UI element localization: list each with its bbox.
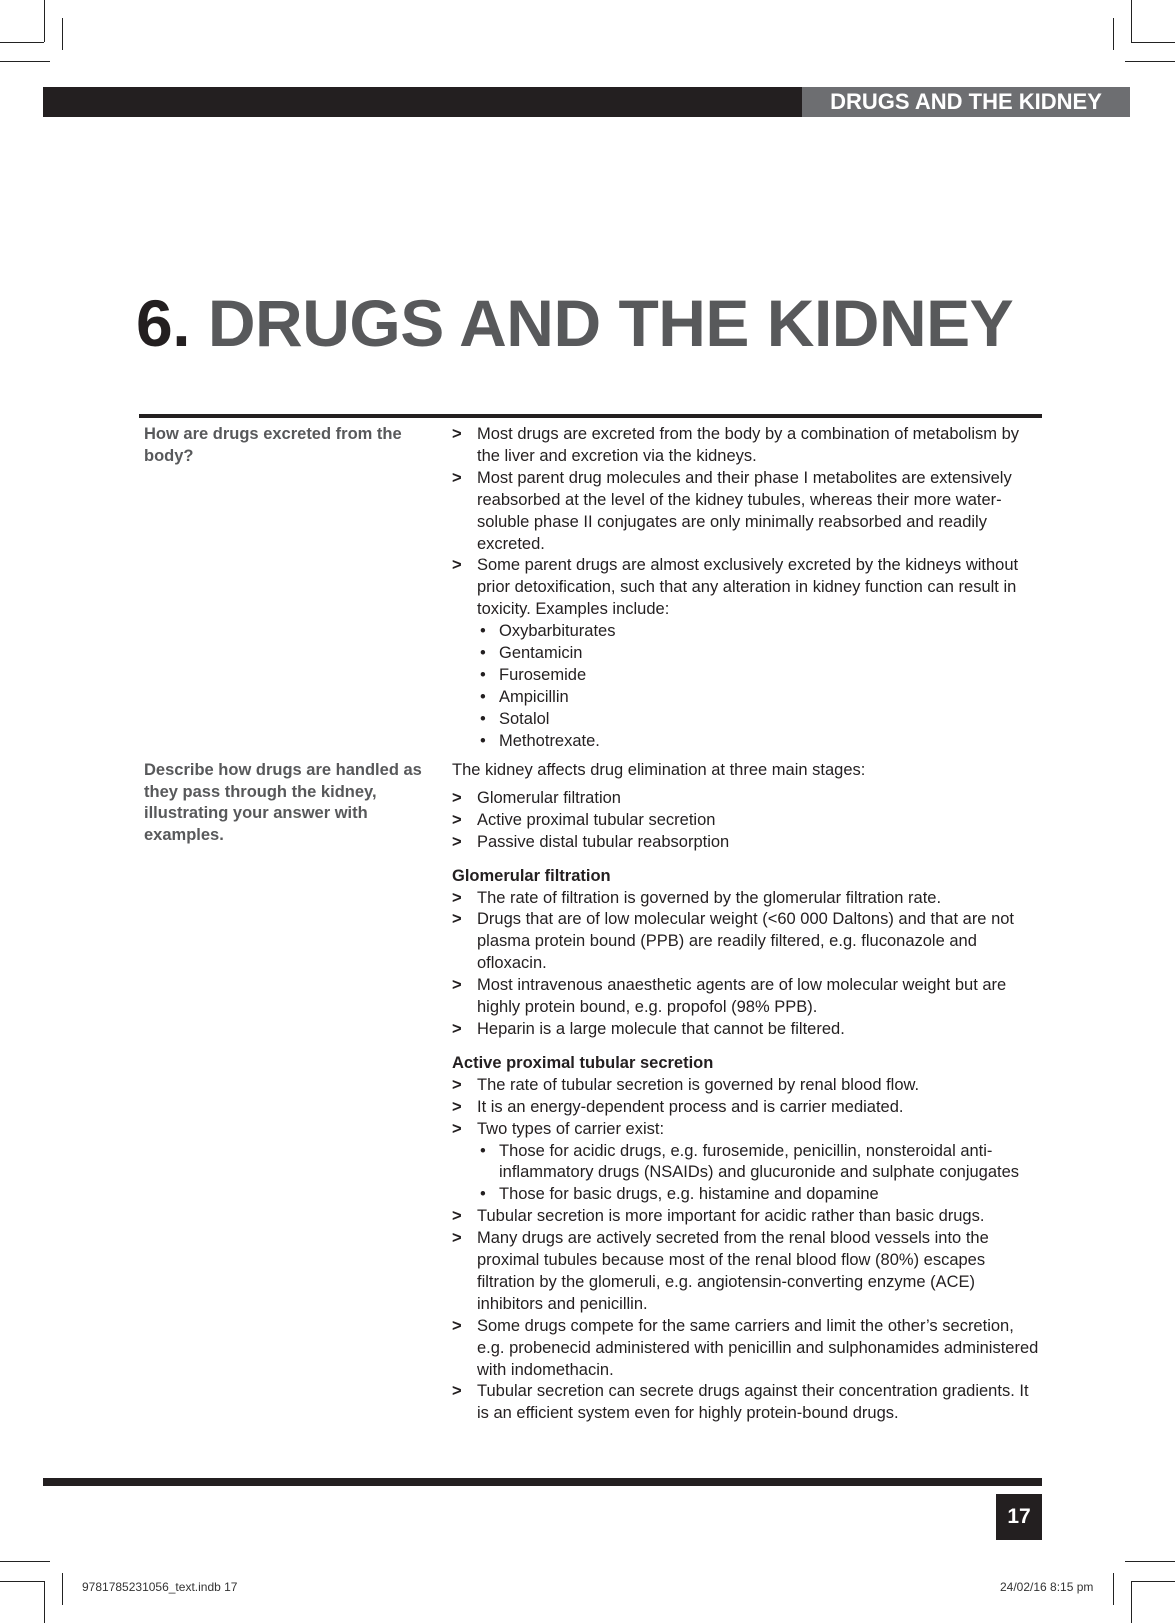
page-number: 17 bbox=[996, 1494, 1042, 1540]
list-item: > Most intravenous anaesthetic agents are of low molecular weight but are highly protein bound, e.g. propofol (98% PPB). bbox=[452, 975, 1042, 1019]
list-item: > Many drugs are actively secreted from the renal blood vessels into the proximal tubules because most of the renal blood flow (80%) escapes filtration by the glomeruli, e.g. angiotensin-converting enzyme (ACE) inhibitors and penicillin. bbox=[452, 1228, 1042, 1316]
question-2: Describe how drugs are handled as they pass through the kidney, illustrating your answer with examples. bbox=[144, 761, 422, 844]
crop-mark bbox=[0, 1581, 44, 1582]
chapter-number: 6. bbox=[136, 286, 191, 360]
list-item: > It is an energy-dependent process and is carrier mediated. bbox=[452, 1097, 1042, 1119]
example-item: • Ampicillin bbox=[477, 687, 1042, 709]
chapter-title-text: DRUGS AND THE KIDNEY bbox=[207, 286, 1014, 360]
example-item: • Furosemide bbox=[477, 665, 1042, 687]
running-header bbox=[802, 87, 1130, 117]
list-item bbox=[452, 1119, 1042, 1207]
crop-mark bbox=[1131, 0, 1132, 42]
list-item: > Drugs that are of low molecular weight (<60 000 Daltons) and that are not plasma protein bound (PPB) are readily filtered, e.g. fluconazole and ofloxacin. bbox=[452, 909, 1042, 975]
crop-mark bbox=[0, 1561, 50, 1562]
crop-mark bbox=[0, 61, 50, 62]
list-item: > Active proximal tubular secretion bbox=[452, 810, 1042, 832]
list-item: > Passive distal tubular reabsorption bbox=[452, 832, 1042, 854]
list-item: > The rate of tubular secretion is governed by renal blood flow. bbox=[452, 1075, 1042, 1097]
list-item: > Some drugs compete for the same carriers and limit the other’s secretion, e.g. probenecid administered with penicillin and sulphonamides administered with indomethacin. bbox=[452, 1316, 1042, 1382]
list-item: > The rate of filtration is governed by the glomerular filtration rate. bbox=[452, 888, 1042, 910]
answer-2-intro: The kidney affects drug elimination at three main stages: bbox=[452, 761, 866, 779]
list-item: > Most parent drug molecules and their phase I metabolites are extensively reabsorbed at the level of the kidney tubules, whereas their more water-soluble phase II conjugates are only minimally reabsorbed and readily excreted. bbox=[452, 468, 1042, 556]
proximal-list bbox=[452, 1075, 1042, 1426]
crop-mark bbox=[62, 1573, 63, 1605]
question-1: How are drugs excreted from the body? bbox=[144, 425, 402, 465]
list-item: > Tubular secretion can secrete drugs against their concentration gradients. It is an efficient system even for highly protein-bound drugs. bbox=[452, 1381, 1042, 1425]
chapter-title bbox=[136, 285, 1013, 361]
answer-2 bbox=[452, 760, 1042, 1425]
list-item: > Tubular secretion is more important for acidic rather than basic drugs. bbox=[452, 1206, 1042, 1228]
carrier-item: • Those for basic drugs, e.g. histamine and dopamine bbox=[477, 1184, 1042, 1206]
crop-mark bbox=[62, 18, 63, 50]
example-item: • Gentamicin bbox=[477, 643, 1042, 665]
carriers-list bbox=[477, 1141, 1042, 1207]
examples-list bbox=[477, 621, 1042, 752]
list-item-text: Two types of carrier exist: bbox=[477, 1119, 665, 1138]
file-slug: 9781785231056_text.indb 17 bbox=[82, 1580, 238, 1594]
section-heading-glomerular: Glomerular filtration bbox=[452, 866, 611, 885]
crop-mark bbox=[1113, 1573, 1114, 1605]
carrier-item: • Those for acidic drugs, e.g. furosemide, penicillin, nonsteroidal anti-inflammatory drugs (NSAIDs) and glucuronide and sulphate conjugates bbox=[477, 1141, 1042, 1185]
glomerular-list bbox=[452, 888, 1042, 1041]
answer-1 bbox=[452, 424, 1042, 753]
running-title: DRUGS AND THE KIDNEY bbox=[830, 89, 1102, 114]
list-item: > Most drugs are excreted from the body by a combination of metabolism by the liver and excretion via the kidneys. bbox=[452, 424, 1042, 468]
section-heading-proximal: Active proximal tubular secretion bbox=[452, 1053, 714, 1072]
list-item-text: Some parent drugs are almost exclusively excreted by the kidneys without prior detoxification, such that any alteration in kidney function can result in toxicity. Examples include: bbox=[477, 556, 1019, 619]
crop-mark bbox=[44, 0, 45, 42]
crop-mark bbox=[0, 42, 44, 43]
crop-mark bbox=[1131, 42, 1175, 43]
example-item: • Sotalol bbox=[477, 709, 1042, 731]
crop-mark bbox=[1125, 61, 1175, 62]
top-rule bbox=[139, 414, 1042, 418]
crop-mark bbox=[44, 1581, 45, 1623]
crop-mark bbox=[1131, 1581, 1175, 1582]
list-item: > Glomerular filtration bbox=[452, 788, 1042, 810]
example-item: • Oxybarbiturates bbox=[477, 621, 1042, 643]
date-slug: 24/02/16 8:15 pm bbox=[1000, 1580, 1094, 1594]
bottom-rule bbox=[43, 1478, 1042, 1486]
list-item bbox=[452, 555, 1042, 752]
answer-1-list bbox=[452, 424, 1042, 753]
example-item: • Methotrexate. bbox=[477, 731, 1042, 753]
stages-list bbox=[452, 788, 1042, 854]
crop-mark bbox=[1125, 1561, 1175, 1562]
crop-mark bbox=[1113, 18, 1114, 50]
list-item: > Heparin is a large molecule that cannot be filtered. bbox=[452, 1019, 1042, 1041]
crop-mark bbox=[1131, 1581, 1132, 1623]
